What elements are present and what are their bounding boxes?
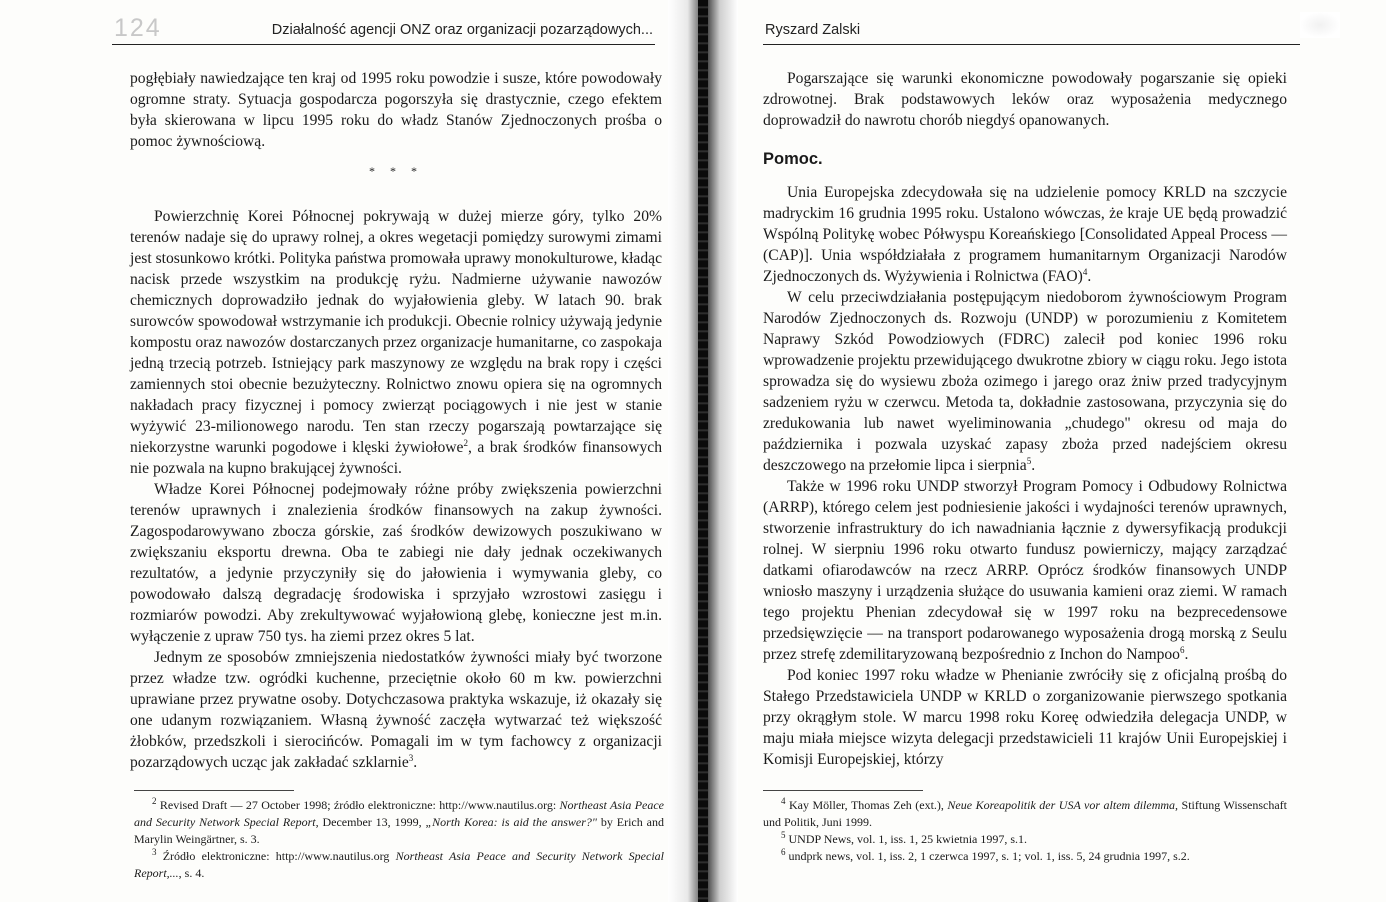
- paragraph: Powierzchnię Korei Północnej pokrywają w dużej mierze góry, tylko 20% terenów nadaje się do uprawy rolnej, a okres wegetacji pomiędzy surowymi zimami jest stosunkowo krótki. Polityka państwa promowała uprawy monokulturowe, kładąc nacisk przede wszystkim na produkcję ryżu. Nadmierne używanie nawozów chemicznych doprowadziło jednak do wyjałowienia gleby. W latach 90. brak surowców spowodował wstrzymanie ich produkcji. Obecnie rolnicy używają jedynie kompostu oraz nawozów dostarczanych przez organizacje humanitarne, co zaspokaja jedną trzecią potrzeb. Istniejący park maszynowy ze względu na brak ropy i części zamiennych stoi obecnie bezużyteczny. Rolnictwo znowu opiera się na ogromnych nakładach pracy fizycznej i pomocy zwierząt pociągowych i nie jest w stanie wyżywić 23-milionowego narodu. Ten stan rzeczy pogarszają powtarzające się niekorzystne warunki pogodowe i klęski żywiołowe$^2$, a brak środków finansowych nie pozwala na kupno brakującej żywności.: [130, 208, 663, 477]
- footnote: $^6$ undprk news, vol. 1, iss. 2, 1 czerwca 1997, s. 1; vol. 1, iss. 5, 24 grudnia 1997, s.2.: [781, 847, 1190, 863]
- footnote: $^2$ Revised Draft — 27 October 1998; źródło elektroniczne: http://www.nautilus.org: Northeast Asia Peace and Security Network Special Report, December 13, 1999, „North Korea: is aid the answer?" by Erich and Marylin Weingärtner, s. 3.: [134, 796, 665, 846]
- footnote: $^4$ Kay Möller, Thomas Zeh (ext.), Neue Koreapolitik der USA vor altem dilemma, Stiftung Wissenschaft und Politik, Juni 1999.: [763, 796, 1287, 829]
- paragraph: Władze Korei Północnej podejmowały różne próby zwiększenia powierzchni terenów uprawnych i znalezienia środków finansowych na zakup żywności. Zagospodarowywano zbocza górskie, zaś środków dewizowych poszukiwano w zwiększaniu eksportu drewna. Oba te zabiegi nie dały jednak oczekiwanych rezultatów, a jedynie przyczyniły się do jałowienia i wymywania gleby, co powodowało dalszą degradację środowiska i sprzyjało wzrostowi zasięgu i rozmiarów powodzi. Aby zrekultywować wyjałowioną glebę, konieczne jest m.in. wyłączenie z upraw 750 tys. ha ziemi przez okres 5 lat.: [130, 481, 662, 645]
- section-separator: * * *: [369, 164, 423, 178]
- footnote: $^5$ UNDP News, vol. 1, iss. 1, 25 kwietnia 1997, s.1.: [781, 830, 1028, 846]
- left-footnotes: [134, 790, 664, 882]
- running-head-title: Działalność agencji ONZ oraz organizacji pozarządowych...: [271, 22, 653, 38]
- footnote-ref: 4: [1082, 266, 1088, 277]
- footnote: $^3$ Źródło elektroniczne: http://www.nautilus.org Northeast Asia Peace and Security Network Special Report,..., s. 4.: [134, 847, 664, 880]
- right-footnotes: [763, 790, 1287, 865]
- page-number: 124: [114, 14, 162, 42]
- running-head-author: Ryszard Zalski: [765, 22, 861, 38]
- faded-page-number: [1300, 12, 1340, 38]
- footnote-rule: [763, 790, 923, 791]
- paragraph: Pod koniec 1997 roku władze w Phenianie zwróciły się z oficjalną prośbą do Stałego Przedstawiciela UNDP w KRLD o zorganizowanie pierwszego spotkania przy okrągłym stole. W marcu 1998 roku Koreę odwiedziła delegacja UNDP, w maju miała miejsce wizyta delegacji przedstawicieli 11 krajów Unii Europejskiej i Komisji Europejskiej, którzy: [763, 667, 1287, 768]
- paragraph: Jednym ze sposobów zmniejszenia niedostatków żywności miały być tworzone przez władze tzw. ogródki kuchenne, przeciętnie około 60 m kw. powierzchni uprawiane przez prywatne osoby. Dotychczasowa praktyka wskazuje, iż okazały się one udanym rozwiązaniem. Własną żywność zaczęła wytwarzać też większość żłobków, przedszkoli i sierocińców. Pomagali im w tym fachowcy z organizacji pozarządowych ucząc jak zakładać szklarnie$^3$.: [130, 649, 662, 771]
- footnote-ref: 5: [1026, 455, 1032, 466]
- paragraph: Także w 1996 roku UNDP stworzył Program Pomocy i Odbudowy Rolnictwa (ARRP), którego celem jest podniesienie jakości i wydajności terenów uprawnych, stworzenie infrastruktury do ich nawadniania łącznie z dywersyfikacją produkcji rolnej. W sierpniu 1996 roku otwarto fundusz powierniczy, mający zarządzać datkami ofiarodawców na rzecz ARRP. Oprócz środków finansowych UNDP wniosło maszyny i urządzenia służące do usuwania kamieni oraz ziemi. W ramach tego projektu Phenian zdecydował się w 1997 roku na bezprecedensowe przedsięwzięcie — na transport podarowanego wyposażenia drogą morską z Seulu przez strefę zdemilitaryzowaną bezpośrednio z Inchon do Nampoo$^6$.: [763, 478, 1287, 663]
- footnote-ref: 2: [463, 437, 468, 448]
- paragraph: pogłębiały nawiedzające ten kraj od 1995 roku powodzie i susze, które powodowały ogromne straty. Sytuacja gospodarcza pogorszyła się drastycznie, czego efektem była skierowana w lipcu 1995 roku do władz Stanów Zjednoczonych prośba o pomoc żywnościową.: [130, 70, 662, 150]
- paragraph: Pogarszające się warunki ekonomiczne powodowały pogarszanie się opieki zdrowotnej. Brak podstawowych leków oraz wyposażenia medycznego doprowadził do nawrotu chorób niegdyś opanowanych.: [763, 70, 1287, 129]
- footnote-ref: 3: [408, 752, 414, 763]
- left-body-text: [130, 68, 662, 773]
- right-body-text: [763, 68, 1287, 770]
- paragraph: Unia Europejska zdecydowała się na udzielenie pomocy KRLD na szczycie madryckim 16 grudnia 1995 roku. Ustalono wówczas, że kraje UE będą prowadzić Wspólną Politykę wobec Półwyspu Koreańskiego [Consolidated Appeal Process — (CAP)]. Unia współdziałała z programem humanitarnym Organizacji Narodów Zjednoczonych ds. Wyżywienia i Rolnictwa (FAO)$^4$.: [763, 184, 1287, 285]
- left-running-head: [112, 14, 655, 45]
- right-running-head: [763, 18, 1300, 45]
- footnote-rule: [134, 790, 294, 791]
- section-heading: Pomoc.: [763, 150, 823, 168]
- footnote-ref: 6: [1179, 644, 1185, 655]
- paragraph: W celu przeciwdziałania postępującym niedoborom żywnościowym Program Narodów Zjednoczonych ds. Rozwoju (UNDP) w porozumieniu z Komitetem Naprawy Szkód Powodziowych (FDRC) zalecił pod koniec 1996 roku wprowadzenie projektu przewidującego dwukrotne zbiory w ciągu roku. Jego istota sprowadza się do wysiewu zboża ozimego i jarego oraz żniw przed tradycyjnym sadzeniem ryżu w czerwcu. Metoda ta, dokładnie zastosowana, przyczynia się do zredukowania lub nawet wyeliminowania „chudego" okresu od maja do października i pozwala uzyskać zapasy zboża przed nadejściem okresu deszczowego na przełomie lipca i sierpnia$^5$.: [763, 289, 1287, 474]
- right-page: [693, 0, 1386, 902]
